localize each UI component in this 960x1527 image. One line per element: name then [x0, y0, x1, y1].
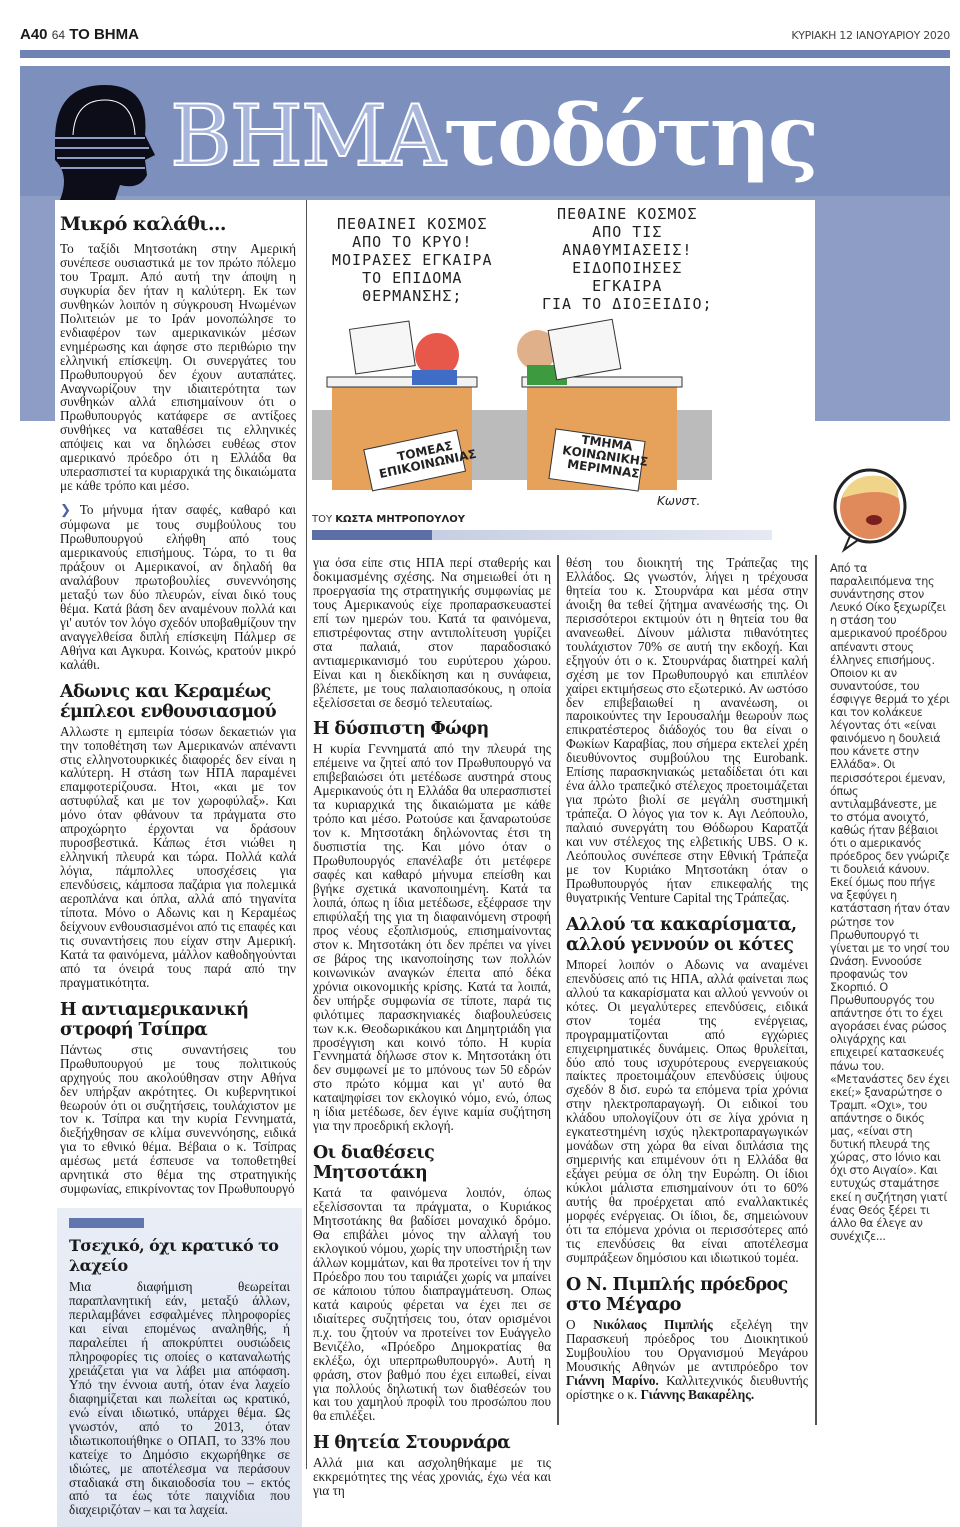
header-rule	[20, 50, 950, 58]
column-divider	[815, 555, 817, 1425]
paragraph: Αλλά μια και ασχοληθήκαμε με τις εκκρεμότητες της νέας χρονιάς, έχω νέα και για τη	[313, 1455, 551, 1499]
column-divider	[557, 555, 559, 1425]
heading-fofi: Η δύσπιστη Φώφη	[313, 719, 489, 740]
column-1	[60, 210, 296, 1527]
paragraph	[60, 503, 296, 671]
left-desk-sign: ΤΟΜΕΑΣ ΕΠΙΚΟΙΝΩΝΙΑΣ	[377, 438, 478, 481]
sidebar-text: Από τα παραλειπόμενα της συνάντησης στον Λευκό Οίκο ξεχωρίζει η στάση του αμερικανού προέδρου απέναντι στους έλληνες επισήμους. Οποιον κι αν συναντούσε, του έσφιγγε θερμά το χέρι και τον κολάκευε λέγοντας ότι «είναι φαινόμενο η δουλειά που κάνετε στην Ελλάδα». Οι περισσότεροι έμεναν, όπως αντιλαμβάνεστε, με το στόμα ανοιχτό, καθώς ήταν βέβαιοι ότι ο αμερικανός πρόεδρος δεν γνώριζε τι δουλειά κάνουν. Εκεί όμως που πήγε να ξεφύγει η κατάσταση ήταν όταν ρώτησε τον Πρωθυπουργό τι γίνεται με το νησί του Ωνάση. Εννοούσε προφανώς τον Σκορπιό. Ο Πρωθυπουργός του απάντησε ότι το έχει αγοράσει ένας ρώσος ολιγάρχης και επιχειρεί κατασκευές πάνω του. «Μετανάστες δεν έχει εκεί;» ξαναρώτησε ο Τραμπ. «Οχι», του απάντησε ο δικός μας, «είναι στη δυτική πλευρά της χώρας, στο Ιόνιο και όχι στο Αιγαίο». Και ευτυχώς σταμάτησε εκεί η συζήτηση γιατί ένας Θεός ξέρει τι άλλο θα έλεγε αν συνέχιζε...	[830, 562, 950, 1243]
heading-stournaras: Η θητεία Στουρνάρα	[313, 1433, 510, 1454]
text: Καλλιτεχνικός διευθυντής ορίστηκε ο κ.	[566, 1372, 809, 1402]
paper-name: ΤΟ ΒΗΜΑ	[69, 26, 139, 43]
paragraph: θέση του διοικητή της Τράπεζας της Ελλάδος. Ως γνωστόν, λήγει η τρέχουσα θητεία του κ. Στουρνάρα και μέσα στην άνοιξη θα τεθεί ζήτημα ανανέωσής της. Οι περισσότεροι εκτιμούν ότι η θητεία του θα ανανεωθεί. Δίνουν μάλιστα πιθανότητες τουλάχιστον 70% σε αυτή την εκδοχή. Και εξηγούν ότι ο κ. Στουρνάρας διατηρεί καλή σχέση με τον Πρωθυπουργό και επιπλέον χαίρει εκτιμήσεως στο εξωτερικό. Αν ωστόσο δεν επιβεβαιωθεί η ανανέωση, οι παροικούντες την Ιερουσαλήμ θεωρούν πως επικρατέστερος διάδοχός του θα είναι ο Φωκίων Καραβίας, που σήμερα εκτελεί χρέη διευθύνοντος συμβούλου της Eurobank. Επίσης παρασκηνιακώς μεταδίδεται ότι και ένα άλλο τραπεζικό στέλεχος προετοιμάζεται για πρώτο βιολί σε μεγάλη συστημική τράπεζα. Ο λόγος για τον κ. Αγι Λεόπουλο, παλαιό συνεργάτη του Θόδωρου Καρατζά και νυν στέλεχος της ελβετικής UBS. Ο κ. Λεόπουλος συνέπεσε στην Εθνική Τράπεζα με τον Κυριάκο Μητσοτάκη όταν ο Πρωθυπουργός ήταν επικεφαλής της θυγατρικής Venture Capital της Τράπεζας.	[566, 555, 808, 905]
cartoon	[312, 205, 712, 510]
column-3	[566, 556, 808, 1412]
paragraph: Κατά τα φαινόμενα λοιπόν, όπως εξελίσσονται τα πράγματα, ο Κυριάκος Μητσοτάκης θα βαδίσει μοναχικό δρόμο. Θα επιβάλει μόνος την αλλαγή του εκλογικού νόμου, χωρίς την υποστήριξη των άλλων κομμάτων, και θα προτείνει τον ή την Πρόεδρο που του ταιριάζει χωρίς να μπαίνει σε κάποιου τύπου διαπραγμάτευση. Οπως κατά καιρούς φέρεται να έχει πει σε ιδιαίτερες συζητήσεις του, όταν ορισμένοι π.χ. του ζητούν να προτείνει τον Ευάγγελο Βενιζέλο, «Πρόεδρο Δημοκρατίας θα εκλέξω, όχι υπερπρωθυπουργό». Αυτή η φράση, στον βαθμό που έχει ειπωθεί, είναι για πολλούς δηλωτική των διαθέσεών του και του χαμηλού προφίλ του προσώπου που θα επιλέξει.	[313, 1185, 551, 1424]
page-header	[20, 26, 950, 44]
text: εξελέγη την Παρασκευή πρόεδρος του Διοικητικού Συμβουλίου του Οργανισμού Μεγάρου Μουσικής Αθηνών με αντιπρόεδρο τον	[566, 1316, 809, 1374]
lottery-text: Μια διαφήμιση θεωρείται παραπλανητική εάν, μεταξύ άλλων, περιλαμβάνει εσφαλμένες πληροφορίες και είναι επομένως αναληθής, ή παραλείπει ή αποκρύπτει ουσιώδεις πληροφορίες τις οποίες ο καταναλωτής χρειάζεται για να λάβει μια απόφαση. Υπό την έννοια αυτή, όταν ένα λαχείο διαφημίζεται και πωλείται ως κρατικό, ενώ είναι ιδιωτικό, υπάρχει θέμα. Ως γνωστόν, από το 2013, όταν ιδιωτικοποιήθηκε ο ΟΠΑΠ, το 33% που κατείχε το Δημόσιο εκχωρήθηκε σε ιδιώτες, με αποτέλεσμα να περάσουν σταδιακά στη δικαιοδοσία του – εκτός από τα έως τότε παιχνίδια που διαχειριζόταν – και τα λαχεία.	[69, 1279, 290, 1518]
heading-adonis: Αδωνις και Κεραμέως έμπλεοι ενθουσιασμού	[60, 681, 277, 722]
lottery-title: Τσεχικό, όχι κρατικό το λαχείο	[69, 1236, 279, 1276]
heading-mitsotakis: Οι διαθέσεις Μητσοτάκη	[313, 1143, 435, 1184]
caption-bar	[312, 530, 772, 540]
caption-author: ΚΩΣΤΑ ΜΗΤΡΟΠΟΥΛΟΥ	[335, 514, 465, 525]
lottery-bar	[69, 1218, 144, 1228]
name-bold: Νικόλαος Πιμπλής	[593, 1316, 713, 1332]
trump-portrait-icon	[830, 468, 910, 553]
column-2	[313, 556, 551, 1508]
right-desk-sign: ΤΜΗΜΑ ΚΟΙΝΩΝΙΚΗΣ ΜΕΡΙΜΝΑΣ	[561, 432, 649, 481]
paragraph: για όσα είπε στις ΗΠΑ περί σταθερής και δοκιμασμένης σχέσης. Να σημειωθεί ότι η προεργασία της στρατηγικής συμφωνίας με τους Αμερικανούς είχε προπαρασκευαστεί επί των ημερών του. Κατά τα φαινόμενα, επιστρέφοντας στην αντιπολίτευση γυρίζει στα παλαιά, στον παραδοσιακό αντιαμερικανισμό του ευρύτερου χώρου. Είναι και η διεκδίκηση και η συνάφεια, βλέπετε, με τους παλαιοπασόκους, η οποία εξελίσσεται σε δεσμό τελευταίως.	[313, 555, 551, 710]
paragraph: Το ταξίδι Μητσοτάκη στην Αμερική συνέπεσε ουσιαστικά με τον πρώτο πόλεμο του Τραμπ. Από αυτή την άποψη η συγκυρία δεν ήταν η καλύτερη. Εκ των συνθηκών λοιπόν η σύγκρουση Ηνωμένων Πολιτειών με το Ιράν μονοπώλησε το ενδιαφέρον των αμερικανικών μέσων ενημέρωσης και άφησε στο περιθώριο την ελληνική επίσκεψη. Οι συνεργάτες του Πρωθυπουργού δεν έχουν αυταπάτες. Αναγνωρίζουν την ιδιαιτερότητα των συνθηκών αλλά επισημαίνουν ότι ο Πρωθυπουργός κατάφερε σε αντίξοες συνθήκες να καταθέσει τις ελληνικές απόψεις και να δηλώσει ευθέως στον αμερικανό πρόεδρο ότι η Ελλάδα θα υπερασπιστεί τα κυριαρχικά της δικαιώματα με κάθε τρόπο και μέσο.	[60, 241, 296, 494]
paragraph: Πάντως στις συναντήσεις του Πρωθυπουργού με τους πολιτικούς αρχηγούς που ακολούθησαν στην Αθήνα δεν υπήρξαν ακρότητες. Οι κυβερνητικοί θεωρούν ότι οι συζητήσεις, τουλάχιστον με τον κ. Τσίπρα και την κυρία Γεννηματά, διεξήχθησαν σε κλίμα συνεννόησης, ειδικά για το εθνικό θέμα. Βέβαια ο κ. Τσίπρας αμέσως μετά έσπευσε να τοποθετηθεί αρνητικά στο θέμα της στρατηγικής συμφωνίας, επικρίνοντας τον Πρωθυπουργό	[60, 1041, 296, 1197]
head-logo-icon	[45, 80, 165, 200]
heading-tsipras: Η αντιαμερικανική στροφή Τσίπρα	[60, 999, 249, 1040]
name-bold: Γιάννη Μαρίνο.	[566, 1372, 659, 1388]
caption-prefix: ΤΟΥ	[312, 514, 333, 525]
left-speech-bubble: ΠΕΘΑΙΝΕΙ ΚΟΣΜΟΣ ΑΠΟ ΤΟ ΚΡΥΟ! ΜΟΙΡΑΣΕΣ ΕΓΚΑΙΡΑ ΤΟ ΕΠΙΔΟΜΑ ΘΕΡΜΑΝΣΗΣ;	[332, 215, 493, 305]
cartoonist-signature: Κωνστ.	[657, 494, 701, 508]
cartoon-caption	[312, 514, 465, 525]
issue-date: ΚΥΡΙΑΚΗ 12 ΙΑΝΟΥΑΡΙΟΥ 2020	[791, 29, 950, 42]
paragraph: Η κυρία Γεννηματά από την πλευρά της επέμεινε να ζητεί από τον Πρωθυπουργό να επιβεβαιώσει ότι μετέδωσε αυστηρά στους Αμερικανούς ότι η Ελλάδα θα υπερασπιστεί τα κυριαρχικά της δικαιώματα με κάθε τρόπο και μέσο. Ρωτούσε και ξαναρωτούσε τον κ. Μητσοτάκη δηλώνοντας έτσι τη δυσπιστία της. Και μόνο όταν ο Πρωθυπουργός επανέλαβε ότι μετέφερε σαφές και καθαρό μήνυμα επείσθη και βγήκε σχετικά ικανοποιημένη. Κατά τα λοιπά, όπως η ίδια μετέδωσε, εξέφρασε την επιφύλαξή της για τη διαφαινόμενη στροφή προς νέους εξοπλισμούς, επισημαίνοντας στον κ. Μητσοτάκη ότι δεν πρέπει να γίνει σε βάρος της ικανοποίησης των πολλών κοινωνικών αναγκών έπειτα από δέκα χρόνια οικονομικής κρίσης. Κατά τα λοιπά, δεν υπήρξε συμφωνία σε τίποτε, παρά τις φιλότιμες παρασκηνιακές διαβουλεύσεις των κ.κ. Θεοδωρικάκου και Δημητριάδη για προσέγγιση και κοινό τόπο. Η κυρία Γεννηματά δήλωσε στον κ. Μητσοτάκη ότι δεν συμφωνεί με το μπόνους των 50 εδρών στο πρώτο κόμμα και γι' αυτό θα καταψηφίσει τον εκλογικό νόμο, ενώ, όπως η ίδια μετέδωσε, δεν έγινε καμία συζήτηση για την προεδρική εκλογή.	[313, 741, 551, 1134]
masthead-outline: ΒΗΜΑ	[170, 87, 444, 185]
heading-pimplis: Ο Ν. Πιμπλής πρόεδρος στο Μέγαρο	[566, 1274, 788, 1315]
masthead-filled: τοδότης	[443, 86, 816, 185]
column-4-sidebar	[830, 562, 950, 1253]
page-alt: 64	[51, 28, 66, 42]
heading-kakarismata: Αλλού τα κακαρίσματα, αλλού γεννούν οι κότες	[566, 914, 797, 955]
paragraph: Μπορεί λοιπόν ο Αδωνις να αναμένει επενδύσεις από τις ΗΠΑ, αλλά φαίνεται πως αλλού τα κακαρίσματα και αλλού γεννούν οι κότες. Οι μεγαλύτερες επενδύσεις, ειδικά στον τομέα της ενέργειας, προγραμματίζονται από εγχώριες επιχειρηματικές δυνάμεις. Οπως θρυλείται, δύο από τους ισχυρότερους ενεργειακούς παίκτες προετοιμάζουν επενδύσεις ύψους σχεδόν 8 δισ. ευρώ τα επόμενα τρία χρόνια στην ηλεκτροπαραγωγή. Οι ειδικοί του κλάδου υπολογίζουν ότι σε λίγα χρόνια η εγκατεστημένη ισχύς ηλεκτροπαραγωγικών μονάδων στη χώρα θα είναι διπλάσια της σημερινής και επιμένουν ότι η Ελλάδα θα εξάγει ρεύμα σε όλη την Ευρώπη. Οι ίδιοι κύκλοι μάλιστα επισημαίνουν ότι το 60% αυτής θα προέρχεται από εναλλακτικές μορφές ενέργειας. Οι ίδιοι, δε, σημειώνουν ότι τα επόμενα χρόνια οι περισσότερες από τις επενδύσεις θα είναι αποτέλεσμα συμπράξεων δημόσιου και ιδιωτικού τομέα.	[566, 956, 808, 1265]
paragraph: Αλλωστε η εμπειρία τόσων δεκαετιών για την τοποθέτηση των Αμερικανών απέναντι στις ελληνοτουρκικές διαφορές δεν είναι η καλύτερη. Η στάση των ΗΠΑ παραμένει επαμφοτερίζουσα. Ητοι, «και με τον αστυφύλαξ και με τον χωροφύλαξ». Και μόνο όταν φθάνουν τα πράγματα στο απροχώρητο έρχονται να δράσουν πυροσβεστικά. Κάπως έτσι νιώθει η ελληνική πλευρά και τώρα. Πολλά καλά λόγια, πάμπολλες υποσχέσεις για επενδύσεις, κάμποσα παζάρια για πολεμικά αεροπλάνα και όπλα, αλλά από τηγανίτα τίποτα. Μόνο ο Αδωνις και η Κεραμέως δείχνουν ενθουσιασμένοι από τις επαφές και τις συναντήσεις που είχαν στην Αμερική. Κατά τα φαινόμενα, μάλλον καθοδηγούνται από τα όνειρά τους παρά από την πραγματικότητα.	[60, 723, 296, 990]
paragraph	[566, 1318, 808, 1402]
text: Ο	[566, 1316, 576, 1332]
page-a: A40	[20, 26, 48, 43]
page-number	[20, 26, 139, 43]
lottery-box	[57, 1208, 302, 1527]
heading-mikro-kalathi: Μικρό καλάθι...	[60, 213, 226, 235]
name-bold: Γιάννης Βακαρέλης.	[640, 1386, 755, 1402]
paragraph-text: Το μήνυμα ήταν σαφές, καθαρό και σύμφωνα με τους συμβούλους του Πρωθυπουργού ελήφθη από τους αμερικανούς επισήμους. Τώρα, το τι θα πράξουν οι Αμερικανοί, αν δηλαδή θα αναλάβουν πρωτοβουλίες συνεννόησης μεταξύ των δύο πλευρών, είναι δικό τους θέμα. Κατά βάση δεν αναμένουν πολλά και γι' αυτόν τον λόγο σχεδόν υποβαθμίζουν την αναγγελθείσα διπλή επίσκεψη Πάλμερ σε Αθήνα και Αγκυρα. Κοινώς, κρατούν μικρό καλάθι.	[60, 502, 296, 672]
masthead-title	[170, 66, 816, 210]
right-speech-bubble: ΠΕΘΑΙΝΕ ΚΟΣΜΟΣ ΑΠΟ ΤΙΣ ΑΝΑΘΥΜΙΑΣΕΙΣ! ΕΙΔΟΠΟΙΗΣΕΣ ΕΓΚΑΙΡΑ ΓΙΑ ΤΟ ΔΙΟΞΕΙΔΙΟ;	[542, 205, 713, 313]
chevron-right-icon: ❯	[60, 503, 72, 519]
